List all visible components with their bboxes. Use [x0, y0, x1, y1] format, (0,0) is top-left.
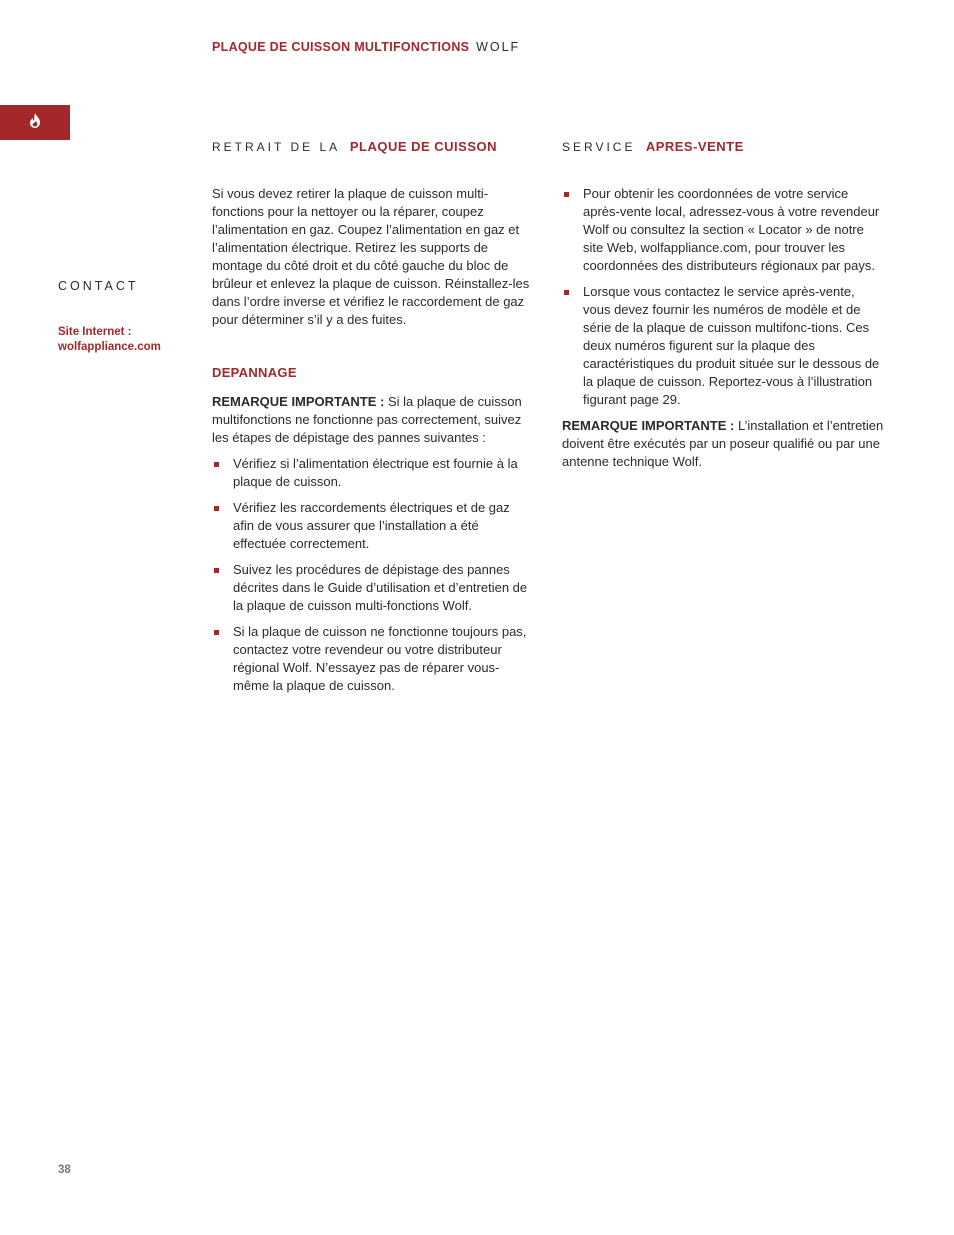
page-number: 38 — [58, 1164, 71, 1176]
website-label: Site Internet : — [58, 326, 132, 338]
website-url: wolfappliance.com — [58, 341, 161, 353]
depannage-note-label: REMARQUE IMPORTANTE : — [212, 394, 385, 409]
section-tab — [0, 105, 70, 140]
depannage-list — [212, 455, 530, 695]
retrait-title-prefix: RETRAIT DE LA — [212, 140, 340, 154]
retrait-title — [212, 139, 497, 154]
service-title — [562, 139, 744, 154]
right-column — [562, 185, 884, 471]
depannage-note — [212, 393, 530, 447]
header-brand: WOLF — [476, 40, 521, 54]
list-item: Suivez les procédures de dépistage des pannes décrites dans le Guide d’utilisation et d’entretien de la plaque de cuisson multi-fonctions Wolf. — [212, 561, 530, 615]
retrait-title-accent: PLAQUE DE CUISSON — [349, 139, 498, 154]
depannage-note-text: Si la plaque de cuisson multifonctions ne fonctionne pas correctement, suivez les étapes de dépistage des pannes suivantes : — [212, 394, 522, 445]
contact-heading: CONTACT — [58, 279, 139, 293]
service-note-label: REMARQUE IMPORTANTE : — [562, 418, 735, 433]
header-product: PLAQUE DE CUISSON MULTIFONCTIONS — [212, 40, 470, 54]
list-item: Si la plaque de cuisson ne fonctionne toujours pas, contactez votre revendeur ou votre distributeur régional Wolf. N’essayez pas de réparer vous-même la plaque de cuisson. — [212, 623, 530, 695]
list-item: Lorsque vous contactez le service après-vente, vous devez fournir les numéros de modèle et de série de la plaque de cuisson multifonc-tions. Ces deux numéros figurent sur la plaque des caractéristiques du produit située sur le dessous de la plaque de cuisson. Reportez-vous à l’illustration figurant page 29. — [562, 283, 884, 409]
service-title-prefix: SERVICE — [562, 140, 636, 154]
service-list — [562, 185, 884, 409]
service-title-accent: APRES-VENTE — [645, 139, 744, 154]
retrait-body: Si vous devez retirer la plaque de cuisson multi-fonctions pour la nettoyer ou la réparer, coupez l’alimentation en gaz. Coupez l’alimentation en gaz et l’alimentation électrique. Retirez les supports de montage du côté droit et du côté gauche du bloc de brûleur et enlevez la plaque de cuisson. Réinstallez-les dans l’ordre inverse et vérifiez le raccordement de gaz pour déterminer s’il y a des fuites. — [212, 186, 530, 327]
service-note — [562, 417, 884, 471]
running-header — [212, 40, 520, 54]
list-item: Vérifiez si l’alimentation électrique est fournie à la plaque de cuisson. — [212, 455, 530, 491]
website-link[interactable] — [58, 325, 161, 355]
flame-icon — [29, 113, 41, 133]
depannage-heading: DEPANNAGE — [212, 365, 297, 380]
left-column — [212, 185, 530, 703]
list-item: Vérifiez les raccordements électriques et de gaz afin de vous assurer que l’installation a été effectuée correctement. — [212, 499, 530, 553]
service-note-text: L’installation et l’entretien doivent être exécutés par un poseur qualifié ou par une antenne technique Wolf. — [562, 418, 884, 469]
list-item: Pour obtenir les coordonnées de votre service après-vente local, adressez-vous à votre revendeur Wolf ou consultez la section « Locator » de notre site Web, wolfappliance.com, pour trouver les coordonnées des distributeurs régionaux par pays. — [562, 185, 884, 275]
